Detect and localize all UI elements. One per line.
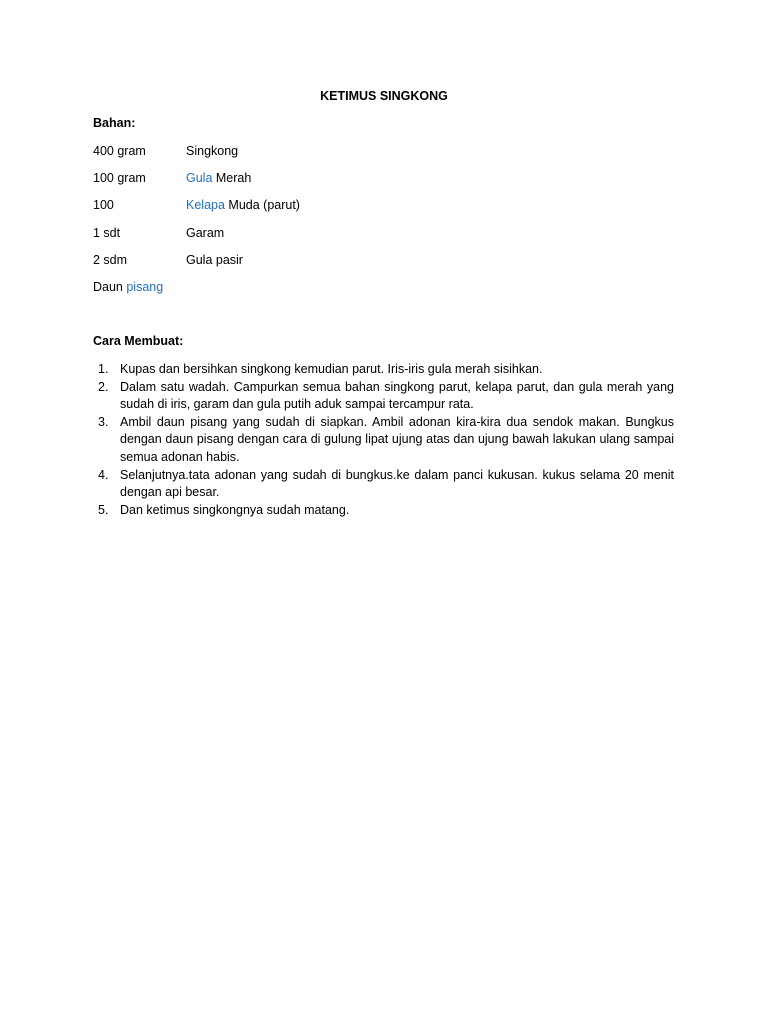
step-item [93, 414, 674, 467]
daun-text [93, 279, 163, 295]
ingredient-name [186, 197, 300, 213]
step-number: 3. [98, 414, 109, 429]
step-text: Ambil daun pisang yang sudah di siapkan. Ambil adonan kira-kira dua sendok makan. Bungkus dengan daun pisang dengan cara di gulung lipat ujung atas dan ujung bawah lakukan ulang sampai semua adonan habis. [120, 414, 674, 464]
ingredient-name-rest: Merah [212, 171, 252, 185]
ingredient-qty: 100 [93, 198, 114, 212]
step-item [93, 502, 674, 520]
ingredient-name-rest: Muda (parut) [224, 198, 300, 212]
daun-link[interactable]: pisang [126, 280, 164, 294]
step-text: Dan ketimus singkongnya sudah matang. [120, 502, 350, 517]
ingredient-link[interactable]: Kelapa [186, 198, 225, 212]
ingredient-name: Singkong [186, 144, 239, 158]
step-item [93, 379, 674, 414]
step-item [93, 361, 674, 379]
step-number: 1. [98, 362, 109, 376]
ingredient-link[interactable]: Gula [186, 171, 213, 185]
ingredient-qty: 2 sdm [93, 253, 128, 267]
ingredient-name: Garam [186, 226, 225, 240]
step-item [93, 467, 674, 502]
ingredient-name [186, 170, 251, 186]
step-number: 5. [98, 502, 109, 517]
bahan-heading: Bahan: [93, 116, 136, 130]
daun-prefix: Daun [93, 280, 127, 294]
cara-heading: Cara Membuat: [93, 334, 184, 348]
ingredient-qty: 100 gram [93, 171, 146, 185]
step-text: Selanjutnya.tata adonan yang sudah di bungkus.ke dalam panci kukusan. kukus selama 20 menit dengan api besar. [120, 467, 674, 500]
page-title: KETIMUS SINGKONG [320, 89, 448, 103]
step-number: 4. [98, 467, 109, 482]
step-text: Kupas dan bersihkan singkong kemudian parut. Iris-iris gula merah sisihkan. [120, 362, 543, 376]
step-number: 2. [98, 379, 109, 394]
ingredient-name: Gula pasir [186, 253, 243, 267]
step-text: Dalam satu wadah. Campurkan semua bahan singkong parut, kelapa parut, dan gula merah yang sudah di iris, garam dan gula putih aduk sampai tercampur rata. [120, 379, 674, 412]
ingredient-qty: 1 sdt [93, 226, 121, 240]
ingredient-qty: 400 gram [93, 144, 146, 158]
steps-list [93, 361, 674, 519]
